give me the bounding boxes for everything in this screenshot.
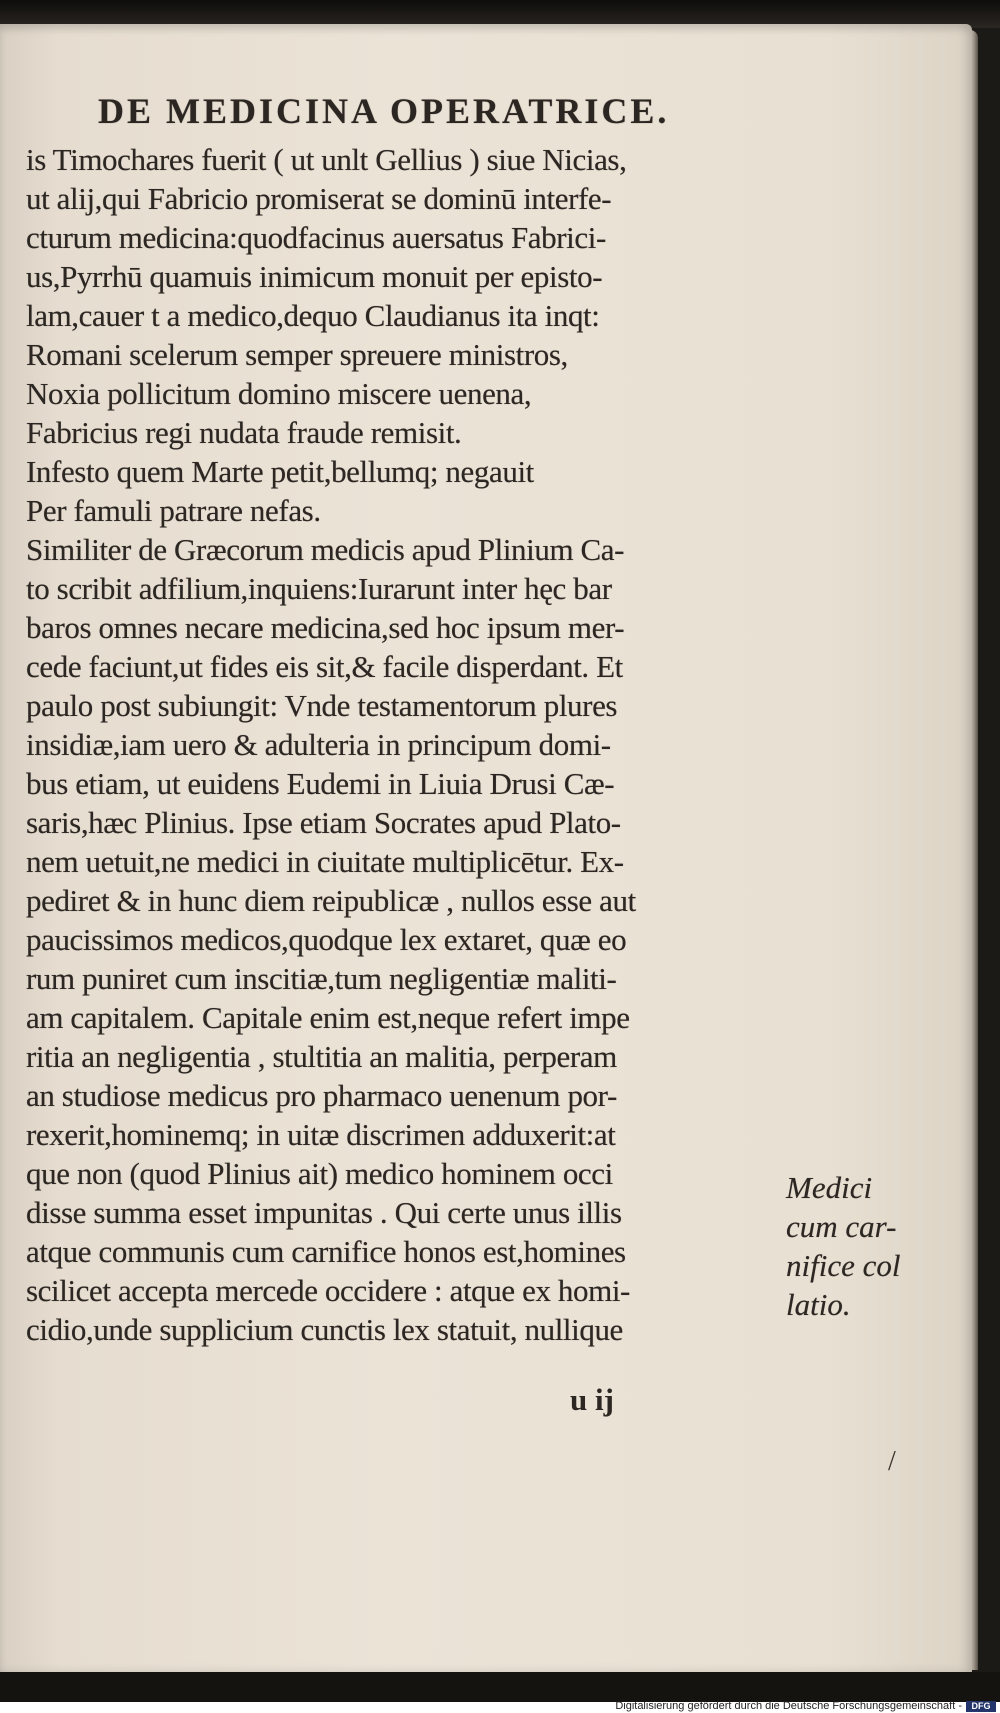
marginal-note-line: nifice col	[786, 1248, 901, 1283]
text-line: pediret & in hunc diem reipublicæ , nullos esse aut	[26, 883, 636, 918]
marginal-note-line: latio.	[786, 1287, 851, 1322]
marginal-note-line: cum car-	[786, 1209, 897, 1244]
footer-credit: Digitalisierung gefördert durch die Deutsche Forschungsgemeinschaft -	[615, 1700, 962, 1712]
text-line: an studiose medicus pro pharmaco uenenum por-	[26, 1078, 617, 1113]
text-line: disse summa esset impunitas . Qui certe unus illis	[26, 1195, 622, 1230]
body-text	[26, 140, 778, 1349]
text-line: saris,hæc Plinius. Ipse etiam Socrates apud Plato-	[26, 805, 621, 840]
text-line: baros omnes necare medicina,sed hoc ipsum mer-	[26, 610, 625, 645]
verse-line: Infesto quem Marte petit,bellumq; negauit	[26, 454, 534, 489]
text-line: insidiæ,iam uero & adulteria in principum domi-	[26, 727, 611, 762]
text-line: nem uetuit,ne medici in ciuitate multiplicētur. Ex-	[26, 844, 624, 879]
text-line: am capitalem. Capitale enim est,neque refert impe	[26, 1000, 630, 1035]
text-line: rexerit,hominemq; in uitæ discrimen adduxerit:at	[26, 1117, 616, 1152]
marginal-note-line: Medici	[786, 1170, 873, 1205]
text-line: atque communis cum carnifice honos est,homines	[26, 1234, 626, 1269]
text-line: que non (quod Plinius ait) medico hominem occi	[26, 1156, 613, 1191]
text-line: ritia an negligentia , stultitia an malitia, perperam	[26, 1039, 617, 1074]
text-line: bus etiam, ut euidens Eudemi in Liuia Drusi Cæ-	[26, 766, 615, 801]
text-line: cidio,unde supplicium cunctis lex statuit, nullique	[26, 1312, 623, 1347]
text-line: ut alij,qui Fabricio promiserat se dominū interfe-	[26, 181, 612, 216]
text-line: scilicet accepta mercede occidere : atque ex homi-	[26, 1273, 630, 1308]
text-line: is Timochares fuerit ( ut unlt Gellius ) siue Nicias,	[26, 142, 627, 177]
text-line: to scribit adfilium,inquiens:Iurarunt inter hęc bar	[26, 571, 612, 606]
verse-line: Romani scelerum semper spreuere ministros,	[26, 337, 568, 372]
dfg-logo: DFG	[966, 1701, 996, 1712]
text-line: cede faciunt,ut fides eis sit,& facile disperdant. Et	[26, 649, 623, 684]
text-line: cturum medicina:quodfacinus auersatus Fabrici-	[26, 220, 606, 255]
scan-bottom-edge	[0, 1672, 1000, 1702]
text-line: paulo post subiungit: Vnde testamentorum plures	[26, 688, 618, 723]
verse-line: Fabricius regi nudata fraude remisit.	[26, 415, 462, 450]
signature-mark: u ij	[570, 1382, 614, 1417]
running-head: DE MEDICINA OPERATRICE.	[98, 91, 670, 131]
text-line: paucissimos medicos,quodque lex extaret, quæ eo	[26, 922, 627, 957]
text-line: Similiter de Græcorum medicis apud Plinium Ca-	[26, 532, 625, 567]
stray-pen-mark: /	[888, 1446, 896, 1477]
marginal-note	[786, 1168, 916, 1324]
text-line: rum puniret cum inscitiæ,tum negligentiæ maliti-	[26, 961, 617, 996]
text-line: lam,cauer t a medico,dequo Claudianus ita inqt:	[26, 298, 600, 333]
text-line: us,Pyrrhū quamuis inimicum monuit per episto-	[26, 259, 603, 294]
verse-line: Noxia pollicitum domino miscere uenena,	[26, 376, 532, 411]
verse-line: Per famuli patrare nefas.	[26, 493, 321, 528]
